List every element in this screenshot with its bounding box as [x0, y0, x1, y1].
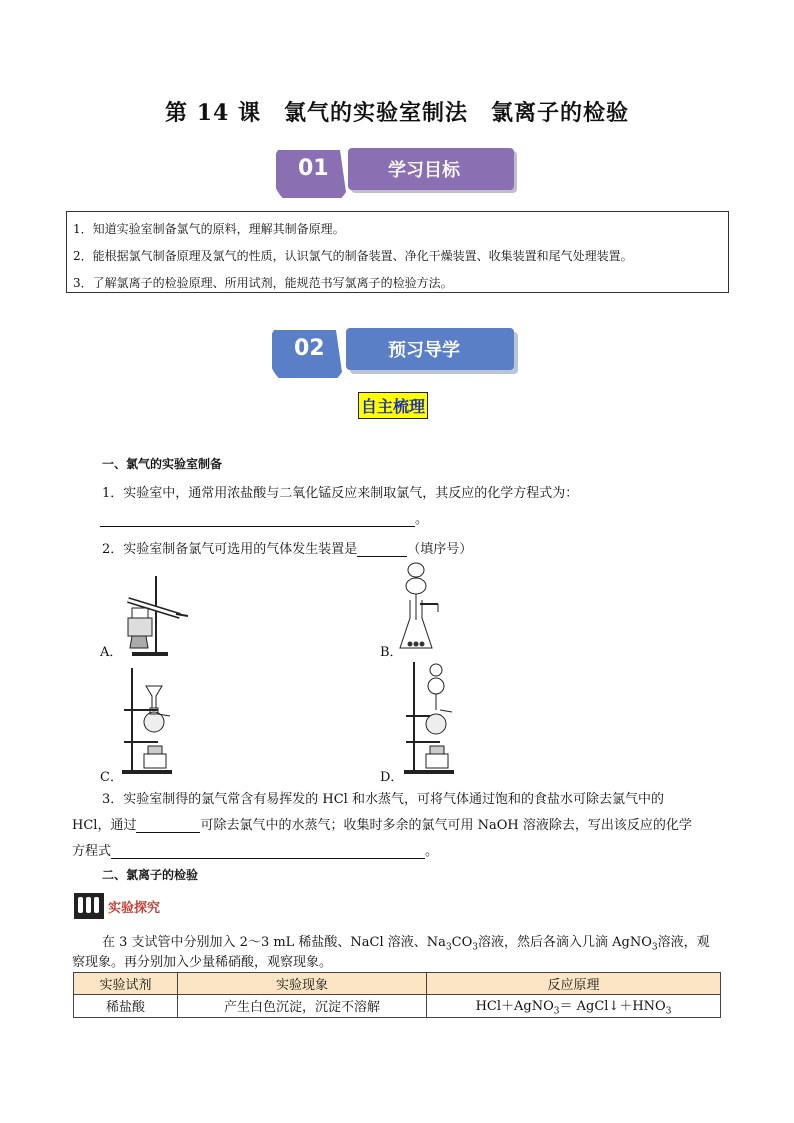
q3-text-b: 可除去氯气中的水蒸气；收集时多余的氯气可用 NaOH 溶液除去，写出该反应的化学	[200, 818, 692, 833]
option-d-label: D．	[380, 770, 404, 785]
answer-blank[interactable]	[111, 844, 425, 859]
objective-1: 1．知道实验室制备氯气的原料，理解其制备原理。	[73, 222, 345, 236]
table-cell-reagent: 稀盐酸	[74, 995, 178, 1018]
section-label: 学习目标	[388, 160, 460, 181]
part1-heading: 一、氯气的实验室制备	[102, 457, 223, 471]
period: 。	[415, 512, 429, 527]
question-3-line1: 3．实验室制得的氯气常含有易挥发的 HCl 和水蒸气，可将气体通过饱和的食盐水可除去氯气中的	[102, 792, 664, 807]
subscript: 3	[651, 942, 658, 953]
objective-3: 3．了解氯离子的检验原理、所用试剂，能规范书写氯离子的检验方法。	[73, 276, 453, 290]
subscript: 3	[472, 942, 479, 953]
option-b-label: B．	[380, 645, 403, 660]
page-title: 第 14 课 氯气的实验室制法 氯离子的检验	[165, 100, 629, 126]
question-2-text: 2．实验室制备氯气可选用的气体发生装置是	[102, 542, 358, 557]
q3-text-a: HCl，通过	[72, 818, 137, 833]
part2-heading: 二、氯离子的检验	[102, 868, 199, 882]
section-label: 预习导学	[388, 340, 460, 361]
explore-label: 实验探究	[108, 900, 161, 916]
section-number: 01	[298, 156, 329, 181]
table-header: 实验现象	[178, 973, 427, 995]
apparatus-d-diagram	[400, 660, 456, 776]
experiment-description-line1	[102, 931, 710, 953]
desc-text: 溶液，观	[657, 935, 710, 950]
table-row	[74, 995, 721, 1018]
test-tube-rack-icon	[74, 893, 104, 919]
eq-text: ＝ AgCl↓＋HNO	[559, 999, 666, 1014]
experiment-description-line2: 察现象。再分别加入少量稀硝酸，观察现象。	[72, 955, 333, 970]
apparatus-b-diagram	[398, 560, 448, 654]
section-badge-objectives	[276, 146, 520, 198]
desc-text: 在 3 支试管中分别加入 2～3 mL 稀盐酸、NaCl 溶液、Na	[102, 935, 446, 950]
apparatus-a-diagram	[118, 574, 190, 658]
q3-text-c: 方程式	[72, 844, 112, 859]
period: 。	[425, 844, 439, 859]
answer-blank[interactable]	[136, 818, 200, 833]
table-cell-phenomenon: 产生白色沉淀，沉淀不溶解	[178, 995, 427, 1018]
subscript: 3	[665, 1006, 672, 1017]
experiment-explore-header	[74, 893, 160, 919]
objectives-box	[66, 211, 729, 293]
subscript: 3	[553, 1006, 560, 1017]
option-a-label: A．	[100, 645, 123, 660]
desc-text: CO	[451, 935, 473, 950]
question-3-line2	[72, 814, 692, 833]
question-2	[102, 538, 472, 557]
desc-text: 溶液，然后各滴入几滴 AgNO	[478, 935, 652, 950]
question-3-line3	[72, 840, 438, 859]
table-header: 反应原理	[427, 973, 721, 995]
apparatus-c-diagram	[118, 664, 188, 776]
self-study-tag: 自主梳理	[358, 392, 428, 419]
objective-2: 2．能根据氯气制备原理及氯气的性质，认识氯气的制备装置、净化干燥装置、收集装置和尾气处理装置。	[73, 249, 633, 263]
section-badge-preview	[272, 326, 522, 378]
experiment-table	[73, 972, 721, 1018]
answer-line-1	[100, 508, 428, 527]
option-c-label: C．	[100, 770, 123, 785]
table-header-row	[74, 973, 721, 995]
subscript: 3	[445, 942, 452, 953]
question-2-hint: （填序号）	[407, 542, 473, 557]
answer-blank[interactable]	[357, 542, 407, 557]
eq-text: HCl＋AgNO	[475, 999, 554, 1014]
table-cell-equation	[427, 995, 721, 1018]
table-header: 实验试剂	[74, 973, 178, 995]
question-1: 1．实验室中，通常用浓盐酸与二氧化锰反应来制取氯气，其反应的化学方程式为：	[102, 486, 579, 501]
section-number: 02	[294, 336, 325, 361]
answer-blank[interactable]	[100, 512, 415, 527]
